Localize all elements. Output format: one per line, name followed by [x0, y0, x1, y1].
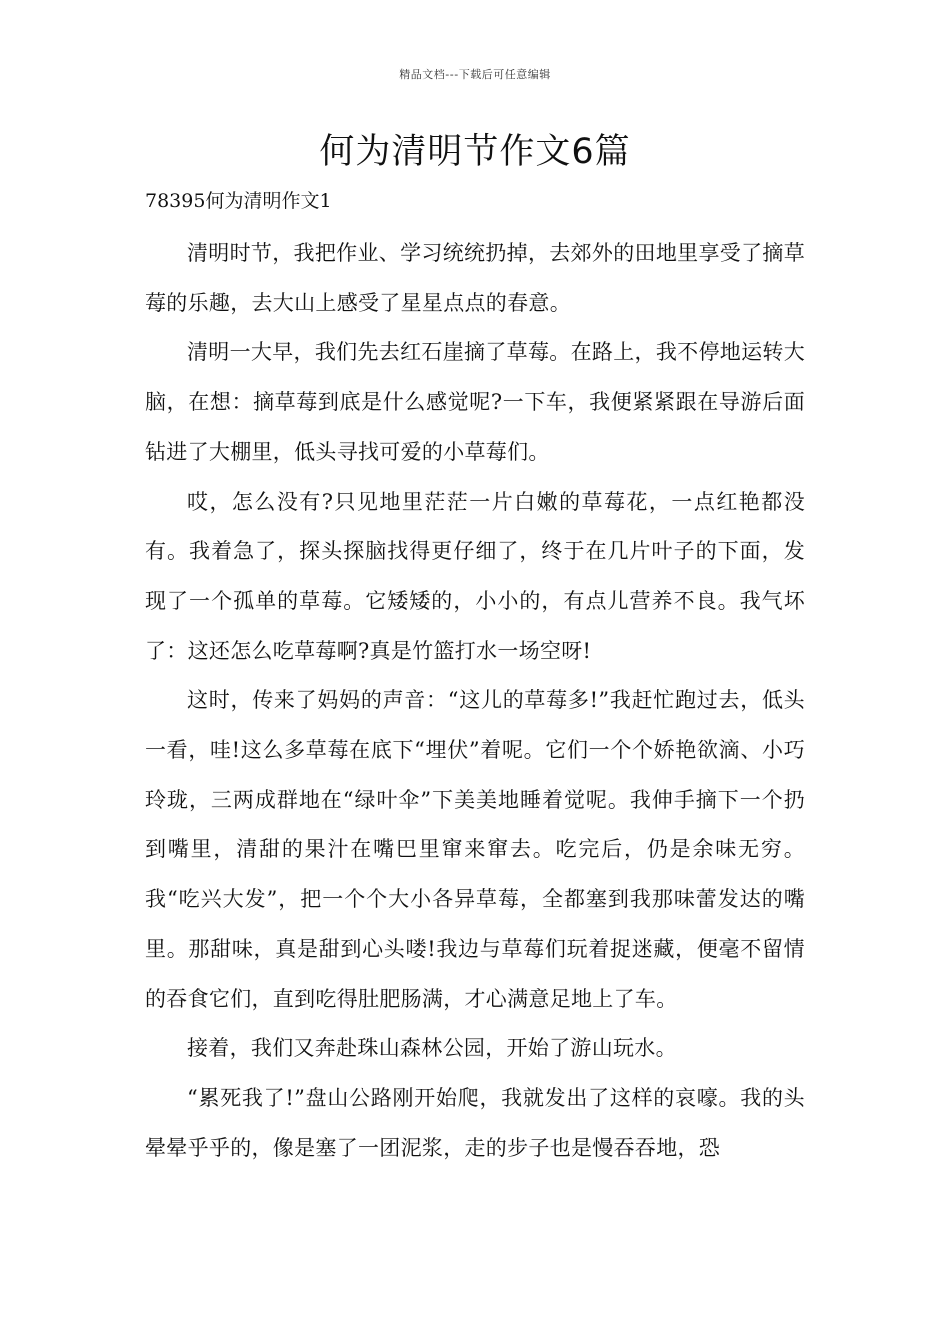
- paragraph: 接着，我们又奔赴珠山森林公园，开始了游山玩水。: [187, 1036, 677, 1061]
- paragraph: 清明一大早，我们先去红石崖摘了草莓。在路上，我不停地运转大脑，在想：摘草莓到底是什么感觉呢?一下车，我便紧紧跟在导游后面钻进了大棚里，低头寻找可爱的小草莓们。: [145, 340, 805, 464]
- page-header: 精品文档---下载后可任意编辑: [399, 68, 551, 81]
- paragraph: “累死我了!”盘山公路刚开始爬，我就发出了这样的哀嚎。我的头晕晕乎乎的，像是塞了一团泥浆，走的步子也是慢吞吞地，恐: [145, 1085, 805, 1160]
- document-title: 何为清明节作文6篇: [319, 132, 631, 172]
- paragraph: 清明时节，我把作业、学习统统扔掉，去郊外的田地里享受了摘草莓的乐趣，去大山上感受了星星点点的春意。: [145, 241, 805, 315]
- essay-body: [145, 229, 805, 1173]
- paragraph: 这时，传来了妈妈的声音：“这儿的草莓多!”我赶忙跑过去，低头一看，哇!这么多草莓在底下“埋伏”着呢。它们一个个娇艳欲滴、小巧玲珑，三两成群地在“绿叶伞”下美美地睡着觉呢。我伸手摘下一个扔到嘴里，清甜的果汁在嘴巴里窜来窜去。吃完后，仍是余味无穷。我“吃兴大发”，把一个个大小各异草莓，全都塞到我那味蕾发达的嘴里。那甜味，真是甜到心头喽!我边与草莓们玩着捉迷藏，便毫不留情的吞食它们，直到吃得肚肥肠满，才心满意足地上了车。: [145, 688, 805, 1011]
- paragraph: 哎，怎么没有?只见地里茫茫一片白嫩的草莓花，一点红艳都没有。我着急了，探头探脑找得更仔细了，终于在几片叶子的下面，发现了一个孤单的草莓。它矮矮的，小小的，有点儿营养不良。我气坏了：这还怎么吃草莓啊?真是竹篮打水一场空呀!: [145, 489, 805, 663]
- essay-subheading: 78395何为清明作文1: [145, 190, 332, 212]
